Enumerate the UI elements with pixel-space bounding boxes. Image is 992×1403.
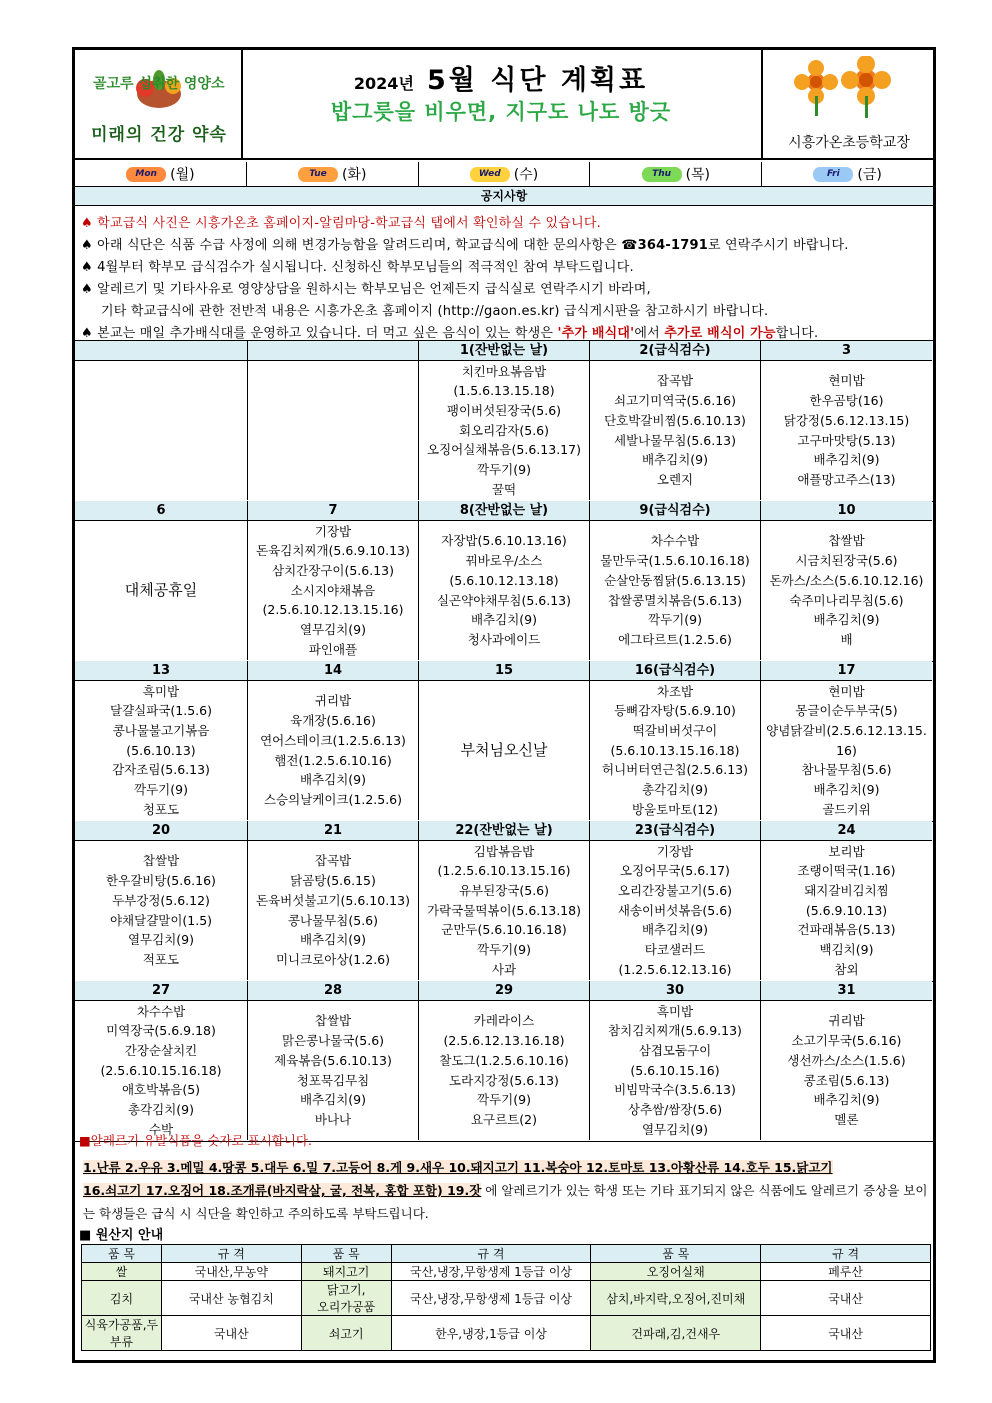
- day-menu: [761, 1001, 932, 1140]
- menu-item: 달걀실파국(1.5.6): [110, 703, 212, 719]
- day-menu: [590, 361, 761, 500]
- menu-item: (2.5.6.12.13.16.18): [443, 1033, 565, 1049]
- origin-item: 김치: [82, 1281, 162, 1316]
- origin-spec: 국내산: [161, 1316, 301, 1351]
- week-row: [75, 501, 933, 662]
- weekday-tag: Tue: [298, 167, 338, 182]
- origin-header: 품 목: [591, 1245, 761, 1263]
- day-menu: [590, 521, 761, 660]
- holiday-label: 대체공휴일: [124, 580, 198, 599]
- origin-table: [81, 1244, 931, 1351]
- weekday-label: (금): [857, 167, 882, 183]
- menu-item: 상추쌈/쌈장(5.6): [627, 1102, 723, 1118]
- menu-item: 닭곰탕(5.6.15): [290, 873, 376, 889]
- day-header: 23(급식검수): [590, 821, 761, 841]
- menu-item: 총각김치(9): [641, 782, 708, 798]
- origin-row: [82, 1263, 931, 1281]
- menu-item: 골드키위: [822, 801, 871, 817]
- notice-text: 합니다.: [775, 326, 819, 341]
- day-menu: [419, 1001, 590, 1140]
- day-header: 31: [761, 981, 932, 1001]
- menu-item: 백김치(9): [819, 942, 874, 958]
- logo-text-left: 골고루 섭취한 영양소: [93, 76, 225, 92]
- menu-item: 청사과에이드: [467, 631, 541, 647]
- origin-row: [82, 1281, 931, 1316]
- day-header: [248, 341, 419, 361]
- menu-item: 회오리감자(5.6): [458, 422, 549, 438]
- origin-spec: 국내산: [761, 1281, 931, 1316]
- notice-text: ♠ 아래 식단은 식품 수급 사정에 의해 변경가능함을 알려드리며, 학교급식에 대한 문의사항은: [81, 238, 622, 253]
- weekday-label: (수): [513, 167, 539, 183]
- origin-item: 쌀: [82, 1263, 162, 1281]
- day-header: 10: [761, 501, 932, 521]
- day-header: [75, 341, 248, 361]
- weekday-row: [75, 162, 933, 187]
- menu-item: 오리간장불고기(5.6): [617, 882, 733, 898]
- weekday-fri: [762, 162, 933, 186]
- origin-row: [82, 1316, 931, 1351]
- origin-header: 규 격: [391, 1245, 591, 1263]
- notice-text: 에서: [634, 326, 665, 341]
- menu-sheet: [72, 47, 936, 1363]
- menu-item: 배추김치(9): [299, 1092, 366, 1108]
- menu-item: 카레라이스: [473, 1013, 535, 1029]
- menu-item: 깍두기(9): [648, 612, 702, 628]
- menu-item: 참치김치찌개(5.6.9.13): [608, 1023, 742, 1039]
- menu-item: 오징어무국(5.6.17): [620, 863, 730, 879]
- menu-item: 유부된장국(5.6): [458, 882, 549, 898]
- menu-item: 차조밥: [656, 683, 694, 699]
- week-row: [75, 661, 933, 822]
- weekday-label: (화): [341, 167, 367, 183]
- day-header: 28: [248, 981, 419, 1001]
- header: [75, 50, 933, 160]
- menu-item: (2.5.6.10.15.16.18): [100, 1062, 222, 1078]
- menu-item: 현미밥: [828, 373, 865, 389]
- menu-item: 소시지야채볶음: [290, 582, 376, 598]
- day-menu: [75, 361, 248, 500]
- day-header: 20: [75, 821, 248, 841]
- day-header: 8(잔반없는 날): [419, 501, 590, 521]
- menu-item: 오징어실채볶음(5.6.13.17): [427, 442, 581, 458]
- origin-spec: 국산,냉장,무항생제 1등급 이상: [391, 1263, 591, 1281]
- day-menu: [590, 1001, 761, 1140]
- origin-spec: 한우,냉장,1등급 이상: [391, 1316, 591, 1351]
- flower-icon: [791, 56, 901, 118]
- menu-item: 도라지강정(5.6.13): [449, 1072, 559, 1088]
- notice-item: 기타 학교급식에 관한 전반적 내용은 시흥가온초 홈페이지 (http://gaon.es.kr) 급식게시판을 참고하시기 바랍니다.: [101, 304, 769, 319]
- menu-item: 돈육김치찌개(5.6.9.10.13): [256, 543, 410, 559]
- day-header: 17: [761, 661, 932, 681]
- notice-list: [75, 206, 933, 340]
- menu-item: 야채달걀말이(1.5): [109, 912, 213, 928]
- day-header: 22(잔반없는 날): [419, 821, 590, 841]
- menu-item: 가락국물떡볶이(5.6.13.18): [427, 902, 581, 918]
- day-header: 9(급식검수): [590, 501, 761, 521]
- title-cell: [241, 50, 761, 158]
- menu-item: 타코샐러드: [644, 942, 706, 958]
- menu-item: 차수수밥: [650, 533, 700, 549]
- menu-item: 깍두기(9): [477, 462, 531, 478]
- menu-item: 꿀떡: [491, 481, 517, 497]
- origin-spec: 페루산: [761, 1263, 931, 1281]
- menu-item: 배추김치(9): [813, 782, 880, 798]
- day-header: 14: [248, 661, 419, 681]
- menu-item: 찹쌀콩멸치볶음(5.6.13): [607, 592, 743, 608]
- menu-item: 찹쌀밥: [314, 1013, 352, 1029]
- menu-item: (2.5.6.10.12.13.15.16): [262, 602, 404, 618]
- menu-item: 미역장국(5.6.9.18): [106, 1023, 216, 1039]
- day-menu: [248, 1001, 419, 1140]
- day-header: 6: [75, 501, 248, 521]
- origin-spec: 국내산: [761, 1316, 931, 1351]
- menu-calendar: [75, 340, 933, 1137]
- day-menu: [248, 681, 419, 820]
- menu-item: 떡갈비버섯구이: [632, 722, 718, 738]
- menu-item: 자장밥(5.6.10.13.16): [441, 533, 567, 549]
- notice-item: ♠ 학교급식 사진은 시흥가온초 홈페이지-알림마당-학교급식 탭에서 확인하실 수 있습니다.: [81, 216, 601, 231]
- weekday-label: (목): [685, 167, 711, 183]
- day-header: 2(급식검수): [590, 341, 761, 361]
- day-menu: [75, 681, 248, 820]
- day-menu: [419, 361, 590, 500]
- day-header: 13: [75, 661, 248, 681]
- origin-title: ■ 원산지 안내: [79, 1228, 164, 1243]
- menu-item: 현미밥: [828, 683, 865, 699]
- extra-serving-label: '추가 배식대': [557, 326, 635, 341]
- title-row: [241, 58, 761, 97]
- menu-item: 오렌지: [656, 471, 694, 487]
- day-menu: [590, 841, 761, 980]
- menu-item: 등뼈감자탕(5.6.9.10): [614, 703, 736, 719]
- menu-item: 몽글이순두부국(5): [795, 703, 898, 719]
- menu-item: 세발나물무침(5.6.13): [614, 432, 736, 448]
- day-header: 24: [761, 821, 932, 841]
- menu-item: 돼지갈비김치찜: [804, 882, 889, 898]
- day-header: 15: [419, 661, 590, 681]
- menu-item: 보리밥: [828, 843, 865, 859]
- day-menu: [419, 681, 590, 820]
- weekday-thu: [590, 162, 762, 186]
- origin-spec: 국내산,무농약: [161, 1263, 301, 1281]
- menu-item: 햄전(1.2.5.6.10.16): [274, 752, 392, 768]
- day-header: 27: [75, 981, 248, 1001]
- menu-item: 감자조림(5.6.13): [112, 762, 210, 778]
- menu-item: 콩나물불고기볶음: [112, 722, 210, 738]
- menu-item: 배추김치(9): [813, 612, 880, 628]
- origin-item: 쇠고기: [301, 1316, 391, 1351]
- menu-item: 귀리밥: [314, 693, 352, 709]
- menu-item: 열무김치(9): [127, 932, 194, 948]
- menu-item: 배추김치(9): [641, 922, 708, 938]
- notice-text: 로 연락주시기 바랍니다.: [707, 238, 849, 253]
- day-header: 16(급식검수): [590, 661, 761, 681]
- menu-item: 잡곡밥: [314, 853, 352, 869]
- notice-item: [81, 234, 931, 253]
- menu-item: 참외: [834, 961, 859, 977]
- day-header: 7: [248, 501, 419, 521]
- origin-spec: 국내산 농협김치: [161, 1281, 301, 1316]
- notice-item: ♠ 4월부터 학부모 급식검수가 실시됩니다. 신청하신 학부모님들의 적극적인 참여 부탁드립니다.: [81, 260, 634, 275]
- extra-serving-note: 추가로 배식이 가능: [664, 326, 776, 341]
- menu-item: 기장밥: [314, 523, 352, 539]
- menu-item: 육개장(5.6.16): [290, 713, 376, 729]
- menu-item: 김밥볶음밥: [473, 843, 535, 859]
- day-menu: [419, 521, 590, 660]
- school-cell: [761, 50, 935, 158]
- day-header: 30: [590, 981, 761, 1001]
- menu-item: 흑미밥: [656, 1003, 694, 1019]
- menu-item: 깍두기(9): [477, 942, 531, 958]
- day-menu: [248, 361, 419, 500]
- origin-item: 오징어실채: [591, 1263, 761, 1281]
- menu-item: 수박: [148, 1121, 174, 1137]
- origin-header: 품 목: [82, 1245, 162, 1263]
- menu-item: 찹쌀밥: [142, 853, 180, 869]
- day-header: 3: [761, 341, 932, 361]
- vegetables-illustration: [89, 58, 229, 110]
- menu-item: 깍두기(9): [134, 782, 188, 798]
- menu-item: 16): [836, 742, 857, 758]
- day-menu: [761, 841, 932, 980]
- origin-header: 규 격: [161, 1245, 301, 1263]
- menu-item: 총각김치(9): [127, 1102, 194, 1118]
- day-header: 29: [419, 981, 590, 1001]
- notice-title: 공지사항: [75, 187, 933, 206]
- day-menu: [75, 1001, 248, 1140]
- origin-item: 닭고기, 오리가공품: [301, 1281, 391, 1316]
- menu-item: 방울토마토(12): [631, 801, 719, 817]
- menu-item: (5.6.10.12.13.18): [449, 572, 559, 588]
- origin-spec: 국산,냉장,무항생제 1등급 이상: [391, 1281, 591, 1316]
- menu-item: 배추김치(9): [813, 452, 880, 468]
- menu-item: 찰도그(1.2.5.6.10.16): [439, 1052, 569, 1068]
- menu-item: 두부강정(5.6.12): [112, 892, 210, 908]
- menu-item: 시금치된장국(5.6): [795, 553, 898, 569]
- weekday-wed: [419, 162, 591, 186]
- menu-item: (5.6.10.15.16): [630, 1062, 720, 1078]
- origin-item: 돼지고기: [301, 1263, 391, 1281]
- origin-header: 품 목: [301, 1245, 391, 1263]
- menu-item: 물만두국(1.5.6.10.16.18): [600, 553, 750, 569]
- menu-item: 간장순살치킨: [124, 1042, 198, 1058]
- logo-cell: [75, 50, 243, 158]
- allergy-info: [83, 1156, 929, 1225]
- notice-item: [81, 322, 931, 341]
- menu-item: 배추김치(9): [299, 932, 366, 948]
- allergy-list: 1.난류 2.우유 3.메밀 4.땅콩 5.대두 6.밀 7.고등어 8.게 9.새우 10.돼지고기 11.복숭아 12.토마토 13.아황산류 14.호두 15.닭고기: [83, 1160, 833, 1175]
- menu-item: (1.2.5.6.10.13.15.16): [437, 863, 571, 879]
- menu-item: 비빔막국수(3.5.6.13): [614, 1082, 736, 1098]
- menu-item: 콩나물무침(5.6): [287, 912, 378, 928]
- allergy-list: 16.쇠고기 17.오징어 18.조개류(바지락살, 굴, 전복, 홍합 포함) 19.잣: [83, 1183, 482, 1198]
- slogan: 밥그릇을 비우면, 지구도 나도 방긋: [330, 100, 672, 124]
- weekday-tue: [247, 162, 419, 186]
- menu-item: 꿔바로우/소스: [465, 553, 543, 569]
- day-menu: [75, 521, 248, 660]
- weekday-tag: Wed: [470, 167, 510, 182]
- menu-item: 새송이버섯볶음(5.6): [617, 902, 733, 918]
- day-menu: [75, 841, 248, 980]
- menu-item: (5.6.10.13.15.16.18): [610, 742, 740, 758]
- menu-item: 군만두(5.6.10.16.18): [441, 922, 567, 938]
- menu-item: 애플망고주스(13): [797, 471, 896, 487]
- menu-item: 연어스테이크(1.2.5.6.13): [260, 732, 406, 748]
- menu-item: 흑미밥: [142, 683, 180, 699]
- weekday-mon: [75, 162, 247, 186]
- menu-item: 열무김치(9): [641, 1121, 708, 1137]
- menu-item: 허니버터연근칩(2.5.6.13): [602, 762, 748, 778]
- menu-item: 귀리밥: [828, 1013, 865, 1029]
- menu-item: 단호박갈비찜(5.6.10.13): [604, 412, 746, 428]
- day-menu: [248, 521, 419, 660]
- menu-item: 한우갈비탕(5.6.16): [106, 873, 216, 889]
- menu-item: 배추김치(9): [641, 452, 708, 468]
- menu-item: 고구마맛탕(5.13): [797, 432, 896, 448]
- menu-item: 순살안동찜닭(5.6.13.15): [604, 572, 746, 588]
- menu-item: 배: [840, 631, 853, 647]
- day-header: 21: [248, 821, 419, 841]
- day-menu: [761, 361, 932, 500]
- logo-slogan: 미래의 건강 약속: [91, 125, 227, 145]
- menu-item: 스승의날케이크(1.2.5.6): [263, 791, 402, 807]
- menu-item: 열무김치(9): [299, 622, 366, 638]
- allergy-note: 에 알레르기가 있는 학생 또는 기타 표기되지 않은 식품에도 알레르기 증상을 보이는 학생들은 급식 시 식단을 확인하고 주의하도록 부탁드립니다.: [83, 1183, 928, 1221]
- weekday-tag: Thu: [642, 167, 682, 182]
- menu-item: 팽이버섯된장국(5.6): [446, 402, 562, 418]
- menu-item: 기장밥: [656, 843, 694, 859]
- weekday-label: (월): [170, 167, 195, 183]
- menu-item: 양념닭갈비(2.5.6.12.13.15.: [766, 722, 927, 738]
- day-menu: [590, 681, 761, 820]
- menu-item: 요구르트(2): [470, 1111, 537, 1127]
- notice-item: ♠ 알레르기 및 기타사유로 영양상담을 원하시는 학부모님은 언제든지 급식실로 연락주시기 바라며,: [81, 282, 651, 297]
- week-row: [75, 341, 933, 502]
- menu-item: 미니크로아상(1.2.6): [275, 951, 390, 967]
- origin-header: 규 격: [761, 1245, 931, 1263]
- menu-item: 실곤약야채무침(5.6.13): [436, 592, 572, 608]
- menu-item: 배추김치(9): [813, 1092, 880, 1108]
- menu-item: (1.5.6.13.15.18): [453, 383, 555, 399]
- menu-item: 배추김치(9): [470, 612, 537, 628]
- menu-item: (1.2.5.6.12.13.16): [618, 961, 732, 977]
- day-menu: [419, 841, 590, 980]
- menu-item: 닭강정(5.6.12.13.15): [783, 412, 910, 428]
- menu-item: 돈육버섯불고기(5.6.10.13): [256, 892, 410, 908]
- menu-item: 배추김치(9): [299, 772, 366, 788]
- school-name: 시흥가온초등학교장: [788, 135, 910, 151]
- menu-item: 애호박볶음(5): [121, 1082, 201, 1098]
- logo: [89, 58, 229, 145]
- menu-item: 파인애플: [308, 641, 358, 657]
- menu-item: 건파래볶음(5.13): [797, 922, 896, 938]
- origin-item: 건파래,김,건새우: [591, 1316, 761, 1351]
- page-title: 5월 식단 계획표: [427, 65, 649, 96]
- day-menu: [248, 841, 419, 980]
- menu-item: 조랭이떡국(1.16): [797, 863, 896, 879]
- menu-item: 찹쌀밥: [828, 533, 865, 549]
- year: 2024년: [353, 74, 414, 93]
- menu-item: 생선까스/소스(1.5.6): [787, 1052, 906, 1068]
- menu-item: 차수수밥: [136, 1003, 186, 1019]
- menu-item: 콩조림(5.6.13): [803, 1072, 890, 1088]
- menu-item: 바나나: [314, 1111, 352, 1127]
- menu-item: 삼치간장구이(5.6.13): [272, 562, 394, 578]
- notice-text: ♠ 본교는 매일 추가배식대를 운영하고 있습니다. 더 먹고 싶은 음식이 있는 학생은: [81, 326, 558, 341]
- menu-item: 깍두기(9): [477, 1092, 531, 1108]
- menu-item: 삼겹모둠구이: [638, 1042, 712, 1058]
- menu-item: 숙주미나리무침(5.6): [789, 592, 904, 608]
- menu-item: 소고기무국(5.6.16): [791, 1033, 902, 1049]
- menu-item: 적포도: [142, 951, 180, 967]
- origin-item: 삼치,바지락,오징어,진미채: [591, 1281, 761, 1316]
- day-menu: [761, 681, 932, 820]
- holiday-label: 부처님오신날: [460, 740, 548, 759]
- menu-item: 제육볶음(5.6.10.13): [274, 1052, 392, 1068]
- menu-item: (5.6.9.10.13): [805, 902, 888, 918]
- menu-item: 사과: [491, 961, 517, 977]
- origin-item: 식육가공품,두부류: [82, 1316, 162, 1351]
- allergy-title: ■알레르기 유발식품을 숫자로 표시합니다.: [79, 1133, 312, 1148]
- day-menu: [761, 521, 932, 660]
- weekday-tag: Mon: [126, 167, 166, 182]
- menu-item: 치킨마요볶음밥: [461, 363, 547, 379]
- menu-item: 청포도: [142, 801, 180, 817]
- menu-item: 멜론: [834, 1111, 859, 1127]
- menu-item: 잡곡밥: [656, 373, 694, 389]
- week-row: [75, 981, 933, 1142]
- menu-item: 에그타르트(1.2.5.6): [618, 631, 732, 647]
- menu-item: 쇠고기미역국(5.6.16): [614, 393, 736, 409]
- day-header: 1(잔반없는 날): [419, 341, 590, 361]
- week-row: [75, 821, 933, 982]
- menu-item: 돈까스/소스(5.6.10.12.16): [769, 572, 924, 588]
- menu-item: 참나물무침(5.6): [801, 762, 892, 778]
- menu-item: 맑은콩나물국(5.6): [281, 1033, 385, 1049]
- phone-number: ☎364-1791: [621, 238, 708, 253]
- menu-item: 청포묵김무침: [296, 1072, 370, 1088]
- weekday-tag: Fri: [813, 167, 853, 182]
- menu-item: (5.6.10.13): [126, 742, 196, 758]
- menu-item: 한우곰탕(16): [809, 393, 884, 409]
